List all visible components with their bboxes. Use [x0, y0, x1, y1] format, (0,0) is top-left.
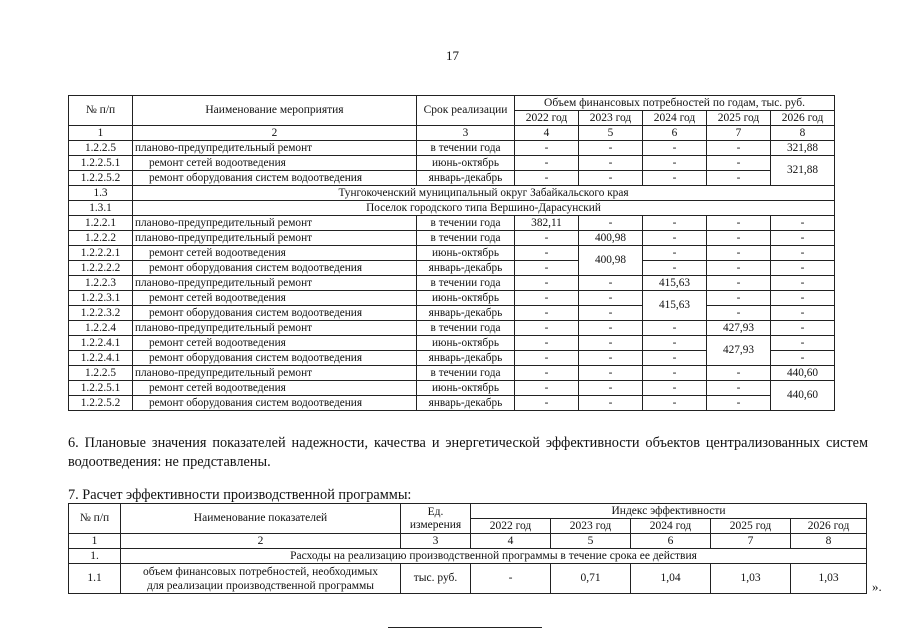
col-number: 8 — [791, 534, 867, 549]
row-value: - — [579, 276, 643, 291]
row-term: июнь-октябрь — [417, 246, 515, 261]
row-value: - — [643, 336, 707, 351]
row-name-line: для реализации производственной программы — [147, 579, 374, 592]
table-row — [69, 381, 835, 396]
row-value: - — [515, 381, 579, 396]
row-num: 1.2.2.4.1 — [69, 336, 133, 351]
row-name: планово-предупредительный ремонт — [133, 216, 417, 231]
row-value: - — [643, 141, 707, 156]
row-value: - — [707, 156, 771, 171]
header-term: Срок реализации — [417, 96, 515, 126]
table-row — [69, 141, 835, 156]
row-num: 1.3 — [69, 186, 133, 201]
section-title: Тунгокоченский муниципальный округ Забайкальского края — [133, 186, 835, 201]
row-value: - — [707, 276, 771, 291]
row-name: ремонт оборудования систем водоотведения — [133, 396, 417, 411]
row-value: - — [771, 351, 835, 366]
col-number: 4 — [471, 534, 551, 549]
financial-needs-table — [68, 95, 835, 411]
header-year: 2024 год — [643, 111, 707, 126]
row-value: - — [643, 216, 707, 231]
row-value: - — [707, 291, 771, 306]
section-row — [69, 186, 835, 201]
merged-value: 427,93 — [707, 336, 771, 366]
section-num: 1. — [69, 549, 121, 564]
row-value: - — [515, 261, 579, 276]
row-value: 400,98 — [579, 231, 643, 246]
row-term: в течении года — [417, 276, 515, 291]
row-name: ремонт оборудования систем водоотведения — [133, 306, 417, 321]
row-name: планово-предупредительный ремонт — [133, 276, 417, 291]
row-value: - — [515, 396, 579, 411]
row-num: 1.2.2.5.1 — [69, 381, 133, 396]
header-name: Наименование показателей — [121, 504, 401, 534]
row-name — [121, 564, 401, 594]
row-num: 1.2.2.1 — [69, 216, 133, 231]
row-term: январь-декабрь — [417, 396, 515, 411]
table-row — [69, 216, 835, 231]
col-number: 2 — [133, 126, 417, 141]
row-value: - — [643, 171, 707, 186]
row-num: 1.2.2.2 — [69, 231, 133, 246]
row-value: - — [515, 321, 579, 336]
row-term: в течении года — [417, 321, 515, 336]
row-name: ремонт сетей водоотведения — [133, 156, 417, 171]
row-value: - — [579, 216, 643, 231]
paragraph-6: 6. Плановые значения показателей надежности, качества и энергетической эффективности объектов централизованных систем водоотведения: не представлены. — [68, 435, 868, 470]
col-number: 1 — [69, 534, 121, 549]
row-value: - — [771, 261, 835, 276]
row-num: 1.2.2.5 — [69, 141, 133, 156]
merged-value: 415,63 — [643, 291, 707, 321]
row-num: 1.2.2.3.2 — [69, 306, 133, 321]
row-value: - — [515, 276, 579, 291]
row-value: - — [771, 246, 835, 261]
header-year: 2022 год — [471, 519, 551, 534]
row-value: - — [515, 351, 579, 366]
row-name-line: объем финансовых потребностей, необходимых — [142, 565, 379, 578]
row-value: - — [771, 306, 835, 321]
header-year: 2026 год — [771, 111, 835, 126]
row-num: 1.2.2.5.2 — [69, 171, 133, 186]
row-value: 1,04 — [631, 564, 711, 594]
header-year: 2026 год — [791, 519, 867, 534]
row-value: 321,88 — [771, 141, 835, 156]
table-row — [69, 396, 835, 411]
row-num: 1.2.2.5 — [69, 366, 133, 381]
col-number: 5 — [551, 534, 631, 549]
row-value: 1,03 — [711, 564, 791, 594]
row-num: 1.2.2.4.1 — [69, 351, 133, 366]
col-number: 6 — [631, 534, 711, 549]
row-value: - — [643, 396, 707, 411]
row-value: - — [771, 336, 835, 351]
row-term: июнь-октябрь — [417, 291, 515, 306]
table-row — [69, 261, 835, 276]
row-value: - — [579, 396, 643, 411]
col-number: 2 — [121, 534, 401, 549]
table-row — [69, 231, 835, 246]
col-number: 7 — [711, 534, 791, 549]
merged-value: 440,60 — [771, 381, 835, 411]
row-value: 427,93 — [707, 321, 771, 336]
row-value: - — [707, 396, 771, 411]
row-value: - — [643, 351, 707, 366]
row-name: планово-предупредительный ремонт — [133, 231, 417, 246]
row-name: ремонт сетей водоотведения — [133, 291, 417, 306]
row-value: - — [579, 171, 643, 186]
row-name: планово-предупредительный ремонт — [133, 141, 417, 156]
header-year: 2023 год — [551, 519, 631, 534]
row-num: 1.2.2.3 — [69, 276, 133, 291]
table-row — [69, 291, 835, 306]
col-number: 3 — [401, 534, 471, 549]
row-value: - — [707, 171, 771, 186]
row-value: - — [707, 216, 771, 231]
row-value: - — [579, 366, 643, 381]
row-value: - — [771, 276, 835, 291]
header-year: 2023 год — [579, 111, 643, 126]
row-name: ремонт сетей водоотведения — [133, 246, 417, 261]
header-year: 2022 год — [515, 111, 579, 126]
row-value: - — [579, 351, 643, 366]
row-value: - — [643, 381, 707, 396]
row-value: - — [515, 171, 579, 186]
row-value: - — [707, 141, 771, 156]
row-value: - — [643, 321, 707, 336]
row-value: - — [643, 156, 707, 171]
row-name: ремонт оборудования систем водоотведения — [133, 261, 417, 276]
col-number: 3 — [417, 126, 515, 141]
row-term: в течении года — [417, 366, 515, 381]
col-number: 1 — [69, 126, 133, 141]
table-row — [69, 306, 835, 321]
row-num: 1.1 — [69, 564, 121, 594]
row-value: 415,63 — [643, 276, 707, 291]
row-num: 1.2.2.3.1 — [69, 291, 133, 306]
col-number: 6 — [643, 126, 707, 141]
col-number: 4 — [515, 126, 579, 141]
row-value: - — [579, 291, 643, 306]
col-number: 7 — [707, 126, 771, 141]
table-row — [69, 321, 835, 336]
efficiency-table — [68, 503, 867, 594]
header-year: 2024 год — [631, 519, 711, 534]
row-term: июнь-октябрь — [417, 156, 515, 171]
row-num: 1.2.2.2.1 — [69, 246, 133, 261]
row-value: 440,60 — [771, 366, 835, 381]
row-value: - — [515, 306, 579, 321]
row-value: - — [707, 246, 771, 261]
row-num: 1.2.2.4 — [69, 321, 133, 336]
row-value: - — [643, 246, 707, 261]
row-num: 1.2.2.5.2 — [69, 396, 133, 411]
table-row — [69, 336, 835, 351]
row-term: июнь-октябрь — [417, 381, 515, 396]
row-value: - — [579, 321, 643, 336]
row-value: - — [771, 216, 835, 231]
header-year: 2025 год — [707, 111, 771, 126]
row-value: - — [707, 231, 771, 246]
row-value: - — [579, 156, 643, 171]
row-term: январь-декабрь — [417, 306, 515, 321]
row-name: планово-предупредительный ремонт — [133, 366, 417, 381]
header-unit: Ед. измерения — [401, 504, 471, 534]
row-value: 0,71 — [551, 564, 631, 594]
row-value: - — [579, 381, 643, 396]
merged-value: 400,98 — [579, 246, 643, 276]
row-term: в течении года — [417, 216, 515, 231]
col-number: 8 — [771, 126, 835, 141]
header-num: № п/п — [69, 504, 121, 534]
row-value: - — [771, 291, 835, 306]
row-value: - — [771, 321, 835, 336]
row-value: - — [515, 336, 579, 351]
row-value: - — [515, 231, 579, 246]
row-value: - — [579, 141, 643, 156]
row-term: в течении года — [417, 141, 515, 156]
row-value: - — [471, 564, 551, 594]
col-numbers-row — [69, 126, 835, 141]
row-value: 382,11 — [515, 216, 579, 231]
row-name: ремонт сетей водоотведения — [133, 336, 417, 351]
table-row — [69, 246, 835, 261]
header-name: Наименование мероприятия — [133, 96, 417, 126]
row-value: - — [579, 306, 643, 321]
row-value: - — [643, 261, 707, 276]
row-value: - — [515, 246, 579, 261]
row-num: 1.2.2.2.2 — [69, 261, 133, 276]
table-row — [69, 276, 835, 291]
row-term: в течении года — [417, 231, 515, 246]
row-name: планово-предупредительный ремонт — [133, 321, 417, 336]
row-name: ремонт оборудования систем водоотведения — [133, 351, 417, 366]
footer-line — [388, 627, 542, 628]
row-value: - — [515, 291, 579, 306]
header-year: 2025 год — [711, 519, 791, 534]
table-header-row — [69, 96, 835, 111]
paragraph-7: 7. Расчет эффективности производственной программы: — [68, 487, 412, 503]
row-term: январь-декабрь — [417, 351, 515, 366]
row-num: 1.2.2.5.1 — [69, 156, 133, 171]
page-number: 17 — [446, 48, 459, 63]
row-value: - — [707, 366, 771, 381]
row-term: январь-декабрь — [417, 171, 515, 186]
row-value: - — [707, 261, 771, 276]
row-value: - — [515, 156, 579, 171]
section-row — [69, 201, 835, 216]
row-value: - — [643, 366, 707, 381]
row-term: июнь-октябрь — [417, 336, 515, 351]
row-value: - — [707, 381, 771, 396]
merged-value: 321,88 — [771, 156, 835, 186]
row-value: - — [579, 336, 643, 351]
row-value: - — [643, 231, 707, 246]
row-value: 1,03 — [791, 564, 867, 594]
row-term: январь-декабрь — [417, 261, 515, 276]
table-row — [69, 156, 835, 171]
row-name: ремонт оборудования систем водоотведения — [133, 171, 417, 186]
row-value: - — [771, 231, 835, 246]
header-index: Индекс эффективности — [471, 504, 867, 519]
row-value: - — [515, 366, 579, 381]
table-row — [69, 366, 835, 381]
header-volume: Объем финансовых потребностей по годам, тыс. руб. — [515, 96, 835, 111]
header-num: № п/п — [69, 96, 133, 126]
table-row — [69, 171, 835, 186]
row-unit: тыс. руб. — [401, 564, 471, 594]
row-num: 1.3.1 — [69, 201, 133, 216]
section-title: Расходы на реализацию производственной программы в течение срока ее действия — [121, 549, 867, 564]
section-title: Поселок городского типа Вершино-Дарасунский — [133, 201, 835, 216]
row-value: - — [515, 141, 579, 156]
row-value: - — [707, 306, 771, 321]
closing-quote: ». — [872, 579, 882, 594]
col-number: 5 — [579, 126, 643, 141]
row-name: ремонт сетей водоотведения — [133, 381, 417, 396]
